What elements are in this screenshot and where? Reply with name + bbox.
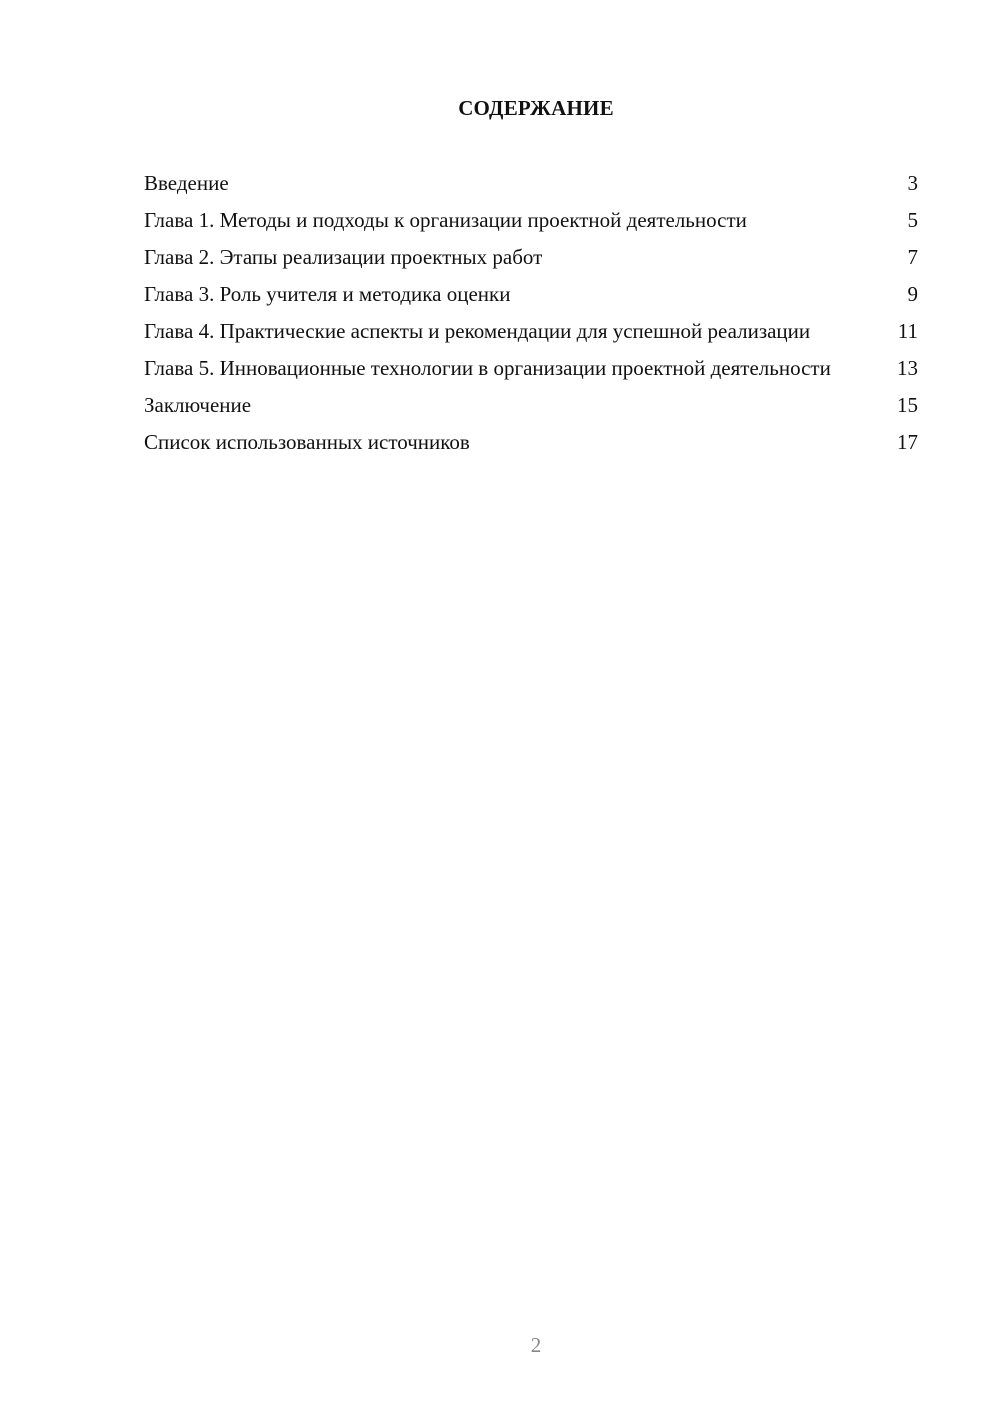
toc-entry-page: 17 xyxy=(897,430,918,454)
toc-entry-conclusion xyxy=(144,392,918,419)
toc-entry-text: Глава 3. Роль учителя и методика оценки xyxy=(144,282,511,306)
toc-entry-text: Заключение xyxy=(144,393,252,417)
toc-entry-page: 3 xyxy=(907,171,918,195)
toc-entry-text: Введение xyxy=(144,171,229,195)
toc-entry-chapter-3 xyxy=(144,281,918,308)
table-of-contents xyxy=(144,170,918,466)
toc-entry-text: Глава 1. Методы и подходы к организации проектной деятельности xyxy=(144,208,747,232)
toc-entry-text: Список использованных источников xyxy=(144,430,470,454)
toc-entry-page: 11 xyxy=(897,319,918,343)
toc-entry-chapter-2 xyxy=(144,244,918,271)
toc-entry-text: Глава 5. Инновационные технологии в организации проектной деятельности xyxy=(144,356,831,380)
toc-entry-page: 13 xyxy=(897,356,918,380)
toc-entry-chapter-5 xyxy=(144,355,918,382)
toc-entry-introduction xyxy=(144,170,918,197)
toc-entry-page: 15 xyxy=(897,393,918,417)
toc-entry-text: Глава 4. Практические аспекты и рекомендации для успешной реализации xyxy=(144,319,811,343)
toc-entry-page: 5 xyxy=(907,208,918,232)
toc-entry-page: 7 xyxy=(907,245,918,269)
page-title: СОДЕРЖАНИЕ xyxy=(458,96,614,120)
page-number: 2 xyxy=(530,1333,542,1357)
toc-entry-chapter-1 xyxy=(144,207,918,234)
toc-entry-references xyxy=(144,429,918,456)
toc-entry-chapter-4 xyxy=(144,318,918,345)
toc-entry-text: Глава 2. Этапы реализации проектных работ xyxy=(144,245,543,269)
toc-entry-page: 9 xyxy=(907,282,918,306)
